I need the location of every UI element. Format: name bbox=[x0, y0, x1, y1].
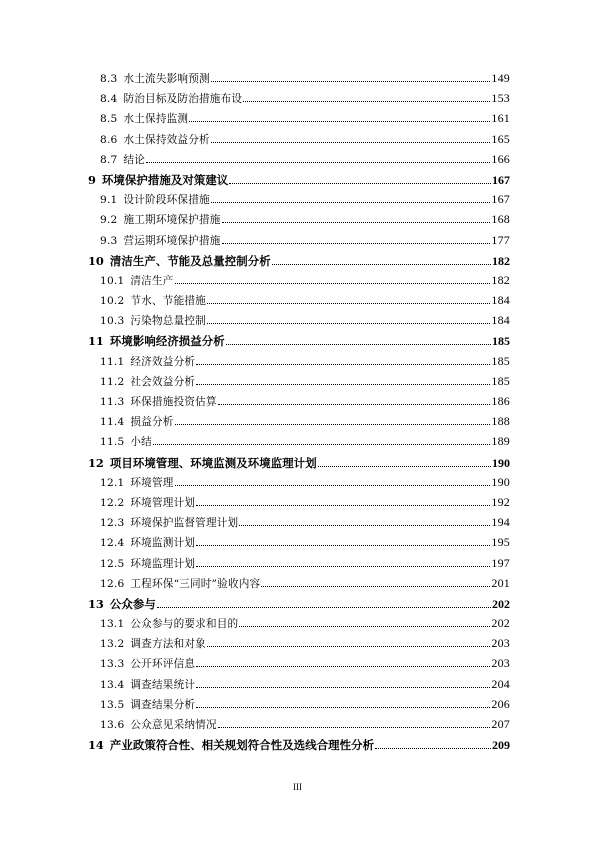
dot-leader bbox=[196, 707, 490, 708]
toc-entry-page: 177 bbox=[491, 232, 510, 247]
toc-entry-page: 168 bbox=[491, 212, 510, 227]
toc-section-entry[interactable] bbox=[88, 414, 510, 434]
toc-entry-number: 10.1 bbox=[100, 274, 125, 287]
dot-leader bbox=[153, 444, 490, 445]
toc-entry-title: 环境管理计划 bbox=[130, 496, 196, 509]
toc-section-entry[interactable] bbox=[88, 495, 510, 515]
dot-leader bbox=[375, 748, 491, 749]
toc-section-entry[interactable] bbox=[88, 717, 510, 737]
toc-section-entry[interactable] bbox=[88, 293, 510, 313]
toc-entry-page: 190 bbox=[492, 455, 510, 470]
toc-entry-title: 公众意见采纳情况 bbox=[130, 719, 217, 731]
toc-entry-title: 清洁生产、节能及总量控制分析 bbox=[109, 253, 271, 268]
toc-entry-title: 调查方法和对象 bbox=[130, 638, 206, 651]
toc-entry-page: 185 bbox=[491, 373, 510, 388]
toc-chapter-entry[interactable] bbox=[88, 737, 510, 757]
toc-entry-title: 营运期环境保护措施 bbox=[123, 234, 221, 247]
toc-entry-title: 调查结果统计 bbox=[130, 678, 196, 691]
toc-entry-title: 设计阶段环保措施 bbox=[123, 194, 210, 207]
toc-entry-number: 13 bbox=[88, 596, 104, 611]
toc-section-entry[interactable] bbox=[88, 111, 510, 131]
toc-entry-title: 环境监理计划 bbox=[130, 557, 196, 570]
dot-leader bbox=[211, 81, 491, 82]
toc-entry-page: 184 bbox=[491, 293, 510, 308]
toc-section-entry[interactable] bbox=[88, 394, 510, 414]
dot-leader bbox=[222, 222, 491, 223]
dot-leader bbox=[243, 101, 490, 102]
dot-leader bbox=[218, 404, 491, 405]
toc-entry-number: 8.7 bbox=[100, 153, 118, 166]
toc-chapter-entry[interactable] bbox=[88, 172, 510, 192]
toc-entry-number: 11.3 bbox=[100, 396, 125, 408]
toc-entry-number: 9.1 bbox=[100, 194, 118, 207]
dot-leader bbox=[207, 646, 490, 647]
toc-entry-number: 12.2 bbox=[100, 496, 125, 509]
toc-section-entry[interactable] bbox=[88, 313, 510, 333]
toc-entry-page: 161 bbox=[491, 111, 510, 126]
dot-leader bbox=[196, 545, 490, 546]
toc-entry-title: 清洁生产 bbox=[130, 274, 174, 287]
page-number-footer: III bbox=[293, 782, 302, 792]
dot-leader bbox=[175, 485, 491, 486]
toc-entry-page: 182 bbox=[491, 272, 510, 287]
toc-entry-page: 167 bbox=[491, 192, 510, 207]
dot-leader bbox=[146, 162, 490, 163]
toc-entry-title: 施工期环境保护措施 bbox=[123, 214, 221, 227]
toc-entry-title: 环境保护措施及对策建议 bbox=[101, 172, 229, 187]
toc-entry-number: 11.1 bbox=[100, 355, 125, 368]
toc-entry-page: 206 bbox=[491, 696, 510, 711]
toc-section-entry[interactable] bbox=[88, 576, 510, 596]
toc-entry-number: 14 bbox=[88, 738, 104, 753]
toc-section-entry[interactable] bbox=[88, 636, 510, 656]
toc-entry-page: 167 bbox=[492, 172, 510, 187]
dot-leader bbox=[239, 525, 490, 526]
toc-section-entry[interactable] bbox=[88, 192, 510, 212]
toc-section-entry[interactable] bbox=[88, 535, 510, 555]
dot-leader bbox=[229, 183, 491, 184]
toc-entry-number: 8.6 bbox=[100, 133, 118, 146]
toc-entry-number: 12.1 bbox=[100, 476, 125, 489]
dot-leader bbox=[157, 607, 491, 608]
toc-entry-page: 166 bbox=[491, 151, 510, 166]
toc-entry-page: 202 bbox=[491, 616, 510, 631]
dot-leader bbox=[207, 303, 490, 304]
dot-leader bbox=[196, 666, 490, 667]
toc-entry-title: 经济效益分析 bbox=[130, 355, 196, 368]
dot-leader bbox=[239, 626, 490, 627]
toc-section-entry[interactable] bbox=[88, 212, 510, 232]
toc-entry-number: 10 bbox=[88, 253, 104, 268]
dot-leader bbox=[218, 727, 491, 728]
toc-entry-title: 环境监测计划 bbox=[130, 537, 196, 550]
toc-entry-number: 12.6 bbox=[100, 577, 125, 590]
toc-entry-number: 11.2 bbox=[100, 375, 125, 388]
table-of-contents bbox=[88, 71, 510, 757]
toc-section-entry[interactable] bbox=[88, 91, 510, 111]
dot-leader bbox=[175, 283, 491, 284]
toc-entry-title: 环保措施投资估算 bbox=[130, 396, 217, 408]
toc-entry-title: 项目环境管理、环境监测及环境监理计划 bbox=[109, 455, 317, 470]
dot-leader bbox=[211, 202, 491, 203]
dot-leader bbox=[196, 687, 490, 688]
toc-entry-number: 12.3 bbox=[100, 517, 125, 530]
toc-entry-page: 202 bbox=[492, 596, 510, 611]
toc-chapter-entry[interactable] bbox=[88, 596, 510, 616]
toc-entry-page: 149 bbox=[491, 71, 510, 85]
toc-entry-number: 10.3 bbox=[100, 315, 125, 328]
toc-entry-page: 188 bbox=[491, 414, 510, 429]
toc-section-entry[interactable] bbox=[88, 677, 510, 697]
toc-entry-page: 197 bbox=[491, 555, 510, 570]
toc-entry-page: 194 bbox=[491, 515, 510, 530]
toc-chapter-entry[interactable] bbox=[88, 455, 510, 475]
toc-entry-number: 8.5 bbox=[100, 113, 118, 126]
toc-entry-page: 207 bbox=[491, 717, 510, 731]
toc-entry-number: 11 bbox=[88, 334, 104, 349]
toc-entry-title: 水土流失影响预测 bbox=[123, 73, 210, 85]
toc-entry-page: 209 bbox=[492, 738, 510, 753]
toc-section-entry[interactable] bbox=[88, 434, 510, 454]
toc-section-entry[interactable] bbox=[88, 515, 510, 535]
toc-entry-page: 189 bbox=[491, 434, 510, 449]
toc-entry-number: 11.4 bbox=[100, 416, 125, 429]
toc-entry-number: 9.2 bbox=[100, 214, 118, 227]
dot-leader bbox=[196, 505, 490, 506]
toc-entry-number: 9 bbox=[88, 172, 96, 187]
toc-section-entry[interactable] bbox=[88, 71, 510, 91]
toc-entry-title: 公众参与 bbox=[109, 596, 156, 611]
dot-leader bbox=[207, 323, 490, 324]
dot-leader bbox=[211, 142, 491, 143]
dot-leader bbox=[196, 566, 490, 567]
toc-entry-page: 185 bbox=[491, 353, 510, 368]
toc-entry-page: 195 bbox=[491, 535, 510, 550]
toc-entry-page: 204 bbox=[491, 676, 510, 691]
toc-entry-title: 结论 bbox=[123, 153, 146, 166]
dot-leader bbox=[196, 364, 490, 365]
toc-entry-title: 公众参与的要求和目的 bbox=[130, 618, 239, 631]
toc-section-entry[interactable] bbox=[88, 374, 510, 394]
toc-entry-number: 13.2 bbox=[100, 638, 125, 651]
dot-leader bbox=[261, 586, 490, 587]
dot-leader bbox=[272, 264, 491, 265]
toc-entry-page: 203 bbox=[491, 636, 510, 651]
toc-entry-title: 调查结果分析 bbox=[130, 698, 196, 711]
toc-entry-number: 10.2 bbox=[100, 295, 125, 308]
toc-entry-title: 公开环评信息 bbox=[130, 658, 196, 671]
toc-entry-page: 190 bbox=[491, 474, 510, 489]
toc-entry-title: 社会效益分析 bbox=[130, 375, 196, 388]
toc-entry-number: 12.4 bbox=[100, 537, 125, 550]
toc-section-entry[interactable] bbox=[88, 475, 510, 495]
toc-entry-page: 186 bbox=[491, 394, 510, 408]
dot-leader bbox=[222, 243, 491, 244]
toc-section-entry[interactable] bbox=[88, 132, 510, 152]
toc-section-entry[interactable] bbox=[88, 616, 510, 636]
dot-leader bbox=[196, 384, 490, 385]
toc-entry-page: 182 bbox=[492, 253, 510, 268]
toc-section-entry[interactable] bbox=[88, 273, 510, 293]
toc-entry-title: 小结 bbox=[130, 436, 152, 449]
toc-entry-number: 8.3 bbox=[100, 73, 118, 85]
toc-section-entry[interactable] bbox=[88, 556, 510, 576]
toc-entry-title: 环境管理 bbox=[130, 476, 174, 489]
dot-leader bbox=[318, 466, 491, 467]
toc-entry-title: 水土保持监测 bbox=[123, 113, 189, 126]
toc-entry-number: 9.3 bbox=[100, 234, 118, 247]
toc-chapter-entry[interactable] bbox=[88, 333, 510, 353]
dot-leader bbox=[189, 121, 490, 122]
toc-entry-number: 13.5 bbox=[100, 698, 125, 711]
dot-leader bbox=[175, 424, 491, 425]
toc-entry-page: 192 bbox=[491, 494, 510, 509]
toc-entry-number: 12.5 bbox=[100, 557, 125, 570]
toc-entry-title: 环境影响经济损益分析 bbox=[109, 334, 225, 349]
toc-section-entry[interactable] bbox=[88, 233, 510, 253]
toc-entry-title: 产业政策符合性、相关规划符合性及选线合理性分析 bbox=[109, 738, 375, 753]
toc-entry-number: 13.1 bbox=[100, 618, 125, 631]
toc-section-entry[interactable] bbox=[88, 697, 510, 717]
toc-entry-page: 185 bbox=[492, 334, 510, 349]
toc-entry-page: 184 bbox=[491, 313, 510, 328]
toc-entry-title: 污染物总量控制 bbox=[130, 315, 206, 328]
toc-entry-page: 153 bbox=[491, 91, 510, 106]
toc-chapter-entry[interactable] bbox=[88, 253, 510, 273]
toc-entry-page: 165 bbox=[491, 131, 510, 146]
toc-section-entry[interactable] bbox=[88, 152, 510, 172]
toc-entry-number: 13.3 bbox=[100, 658, 125, 671]
toc-entry-number: 8.4 bbox=[100, 93, 118, 106]
toc-entry-page: 203 bbox=[491, 656, 510, 671]
dot-leader bbox=[226, 344, 491, 345]
toc-entry-page: 201 bbox=[491, 575, 510, 590]
toc-entry-number: 12 bbox=[88, 455, 104, 470]
toc-entry-number: 11.5 bbox=[100, 436, 125, 449]
toc-entry-title: 水土保持效益分析 bbox=[123, 133, 210, 146]
toc-entry-number: 13.4 bbox=[100, 678, 125, 691]
toc-section-entry[interactable] bbox=[88, 656, 510, 676]
toc-entry-title: 工程环保“三同时”验收内容 bbox=[130, 577, 261, 590]
toc-section-entry[interactable] bbox=[88, 354, 510, 374]
toc-entry-title: 防治目标及防治措施布设 bbox=[123, 93, 243, 106]
toc-entry-title: 节水、节能措施 bbox=[130, 295, 206, 308]
toc-entry-title: 损益分析 bbox=[130, 416, 174, 429]
toc-entry-title: 环境保护监督管理计划 bbox=[130, 517, 239, 530]
toc-entry-number: 13.6 bbox=[100, 719, 125, 731]
